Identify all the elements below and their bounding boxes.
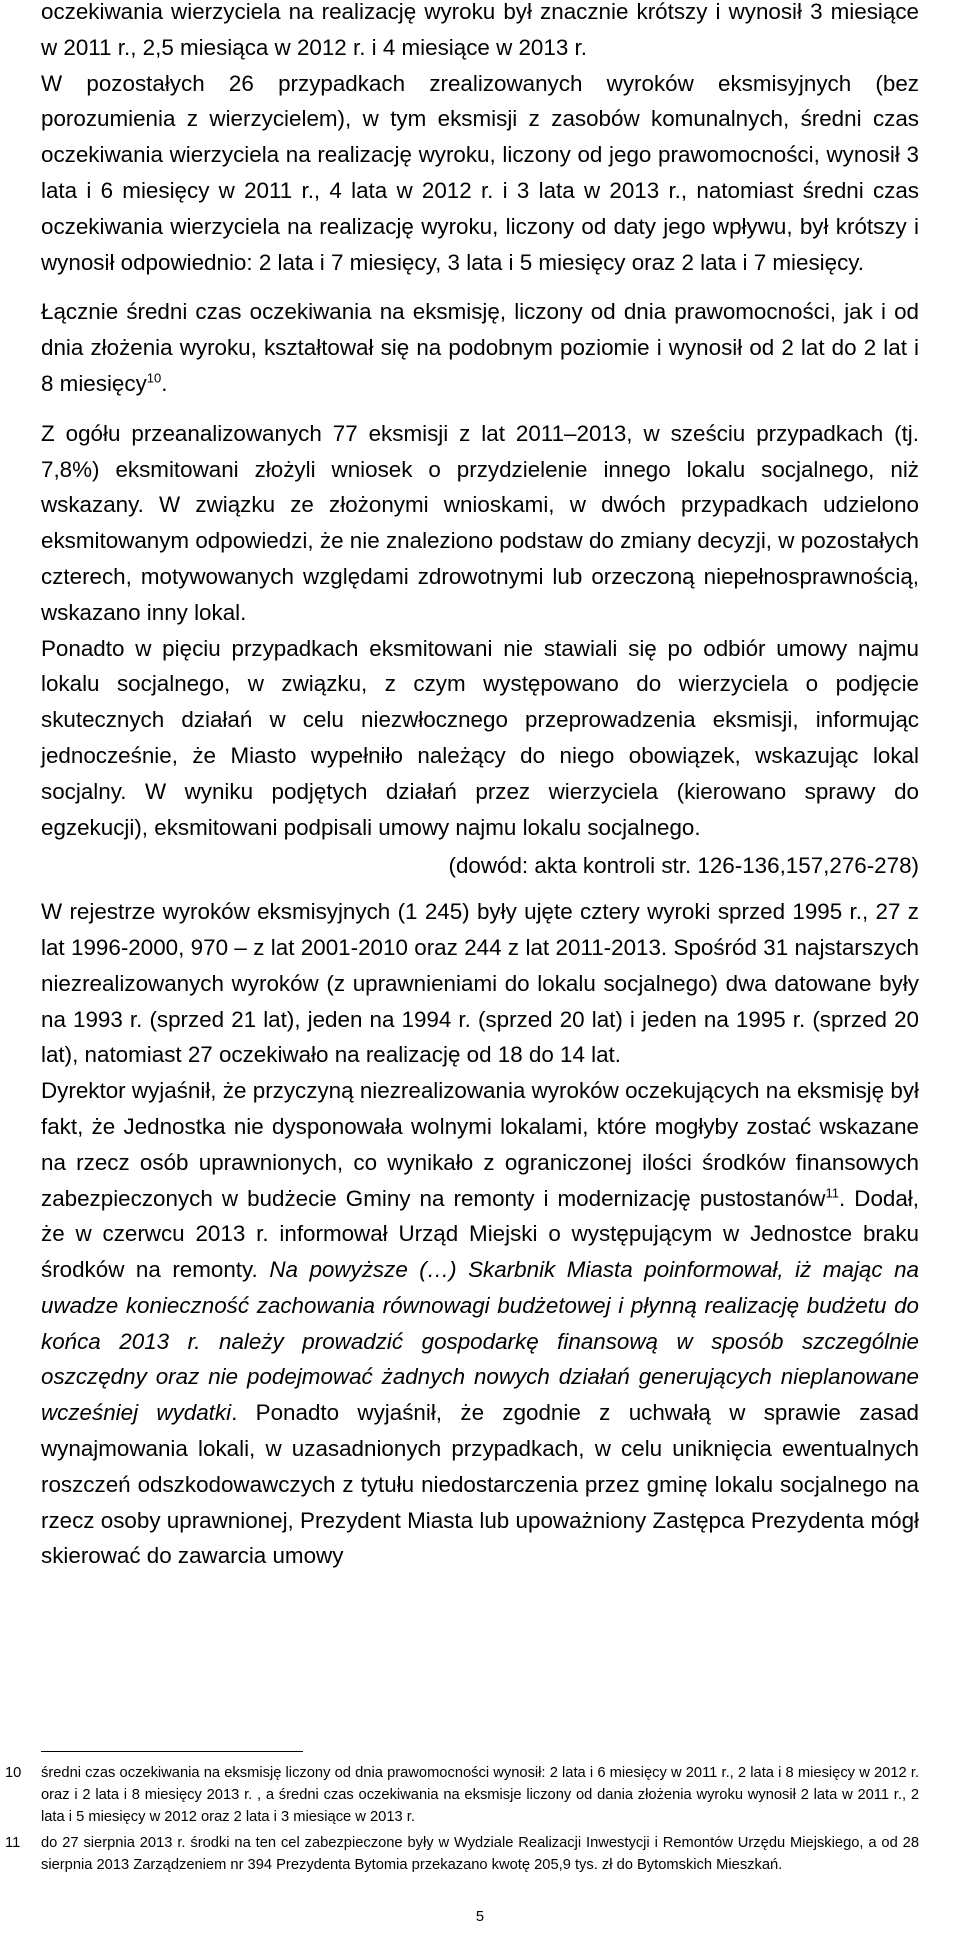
director-explanation-end: . Ponadto wyjaśnił, że zgodnie z uchwałą w sprawie zasad wynajmowania lokali, w uzasadnionych przypadkach, w celu uniknięcia ewentualnych roszczeń odszkodowawczych z tytułu niedostarczenia przez gminę lokalu socjalnego na rzecz osoby uprawnionej, Prezydent Miasta lub upoważniony Zastępca Prezydenta mógł skierować do zawarcia umowy bbox=[41, 1400, 919, 1569]
footnote-ref-10: 10 bbox=[146, 370, 162, 386]
paragraph-remaining-evictions: W pozostałych 26 przypadkach zrealizowanych wyroków eksmisyjnych (bez porozumienia z wierzycielem), w tym eksmisji z zasobów komunalnych, średni czas oczekiwania wierzyciela na realizację wyroku, liczony od jego prawomocności, wynosił 3 lata i 6 miesięcy w 2011 r., 4 lata w 2012 r. i 3 lata w 2013 r., natomiast średni czas oczekiwania wierzyciela na realizację wyroku, liczony od daty jego wpływu, był krótszy i wynosił odpowiednio: 2 lata i 7 miesięcy, 3 lata i 5 miesięcy oraz 2 lata i 7 miesięcy. bbox=[41, 70, 919, 275]
footnote-separator bbox=[41, 1751, 303, 1752]
director-explanation-middle: . Dodał, że w czerwcu 2013 r. informował Urząd Miejski o występującym w Jednostce braku środków na remonty. bbox=[41, 1185, 919, 1283]
evidence-reference: (dowód: akta kontroli str. 126-136,157,276-278) bbox=[448, 853, 919, 879]
paragraph-applications: Z ogółu przeanalizowanych 77 eksmisji z lat 2011–2013, w sześciu przypadkach (tj. 7,8%) eksmitowani złożyli wniosek o przydzielenie innego lokalu socjalnego, niż wskazany. W związku ze złożonymi wnioskami, w dwóch przypadkach udzielono eksmitowanym odpowiedzi, że nie znaleziono podstaw do zmiany decyzji, w pozostałych czterech, motywowanych względami zdrowotnymi lub orzeczoną niepełnosprawnością, wskazano inny lokal. bbox=[41, 420, 919, 625]
page-number: 5 bbox=[475, 1909, 485, 1925]
footnote-10 bbox=[0, 1762, 919, 1828]
footnote-ref-11: 11 bbox=[825, 1185, 839, 1201]
paragraph-total-waiting-time: Łącznie średni czas oczekiwania na eksmisję, liczony od dnia prawomocności, jak i od dnia złożenia wyroku, kształtował się na podobnym poziomie i wynosił od 2 lat do 2 lat i 8 miesięcy$^{10}$. bbox=[41, 299, 919, 396]
footnote-number: 11 bbox=[5, 1835, 21, 1851]
footnote-number: 10 bbox=[5, 1765, 22, 1781]
paragraph-total-waiting-time-text: Łącznie średni czas oczekiwania na eksmisję, liczony od dnia prawomocności, jak i od dnia złożenia wyroku, kształtował się na podobnym poziomie i wynosił od 2 lat do 2 lat i 8 miesięcy bbox=[41, 299, 919, 396]
footnote-text: do 27 sierpnia 2013 r. środki na ten cel zabezpieczone były w Wydziale Realizacji Inwestycji i Remontów Urzędu Miejskiego, a od 28 sierpnia 2013 Zarządzeniem nr 394 Prezydenta Bytomia przekazano kwotę 205,9 tys. zł do Bytomskich Mieszkań. bbox=[41, 1835, 919, 1873]
body-text bbox=[41, 0, 919, 1574]
paragraph-director-explanation bbox=[41, 1073, 919, 1574]
director-explanation-start: Dyrektor wyjaśnił, że przyczyną niezrealizowania wyroków oczekujących na eksmisję był fakt, że Jednostka nie dysponowała wolnymi lokalami, które mogłyby zostać wskazane na rzecz osób uprawnionych, co wynikało z ograniczonej ilości środków finansowych zabezpieczonych w budżecie Gminy na remonty i modernizację pustostanów bbox=[41, 1078, 919, 1211]
treasurer-quote: Na powyższe (…) Skarbnik Miasta poinformował, iż mając na uwadze konieczność zachowania równowagi budżetowej i płynną realizację budżetu do końca 2013 r. należy prowadzić gospodarkę finansową w sposób szczególnie oszczędny oraz nie podejmować żadnych nowych działań generujących nieplanowane wcześniej wydatki bbox=[41, 1257, 920, 1426]
paragraph-register: W rejestrze wyroków eksmisyjnych (1 245) były ujęte cztery wyroki sprzed 1995 r., 27 z lat 1996-2000, 970 – z lat 2001-2010 oraz 244 z lat 2011-2013. Spośród 31 najstarszych niezrealizowanych wyroków (z uprawnieniami do lokalu socjalnego) dwa datowane były na 1993 r. (sprzed 21 lat), jeden na 1994 r. (sprzed 20 lat) i jeden na 1995 r. (sprzed 20 lat), natomiast 27 oczekiwało na realizację od 18 do 14 lat. bbox=[41, 899, 919, 1068]
paragraph-non-appearance: Ponadto w pięciu przypadkach eksmitowani nie stawiali się po odbiór umowy najmu lokalu socjalnego, w związku, z czym występowano do wierzyciela o podjęcie skutecznych działań w celu niezwłocznego przeprowadzenia eksmisji, informując jednocześnie, że Miasto wypełniło należący do niego obowiązek, wskazując lokal socjalny. W wyniku podjętych działań przez wierzyciela (kierowano sprawy do egzekucji), eksmitowani podpisali umowy najmu lokalu socjalnego. bbox=[41, 635, 919, 840]
paragraph-continuation: oczekiwania wierzyciela na realizację wyroku był znacznie krótszy i wynosił 3 miesiące w 2011 r., 2,5 miesiąca w 2012 r. i 4 miesiące w 2013 r. bbox=[41, 0, 919, 60]
footnotes bbox=[0, 1762, 960, 1876]
footnote-11 bbox=[0, 1832, 919, 1876]
footnote-text: średni czas oczekiwania na eksmisję liczony od dnia prawomocności wynosił: 2 lata i 6 miesięcy w 2011 r., 2 lata i 8 miesięcy w 2012 r. oraz i 2 lata i 8 miesięcy 2013 r. , a średni czas oczekiwania na eksmisje liczony od dania złożenia wyroku wynosił 2 lata w 2011 r., 2 lata i 5 miesięcy w 2012 oraz 2 lata i 3 miesiące w 2013 r. bbox=[41, 1765, 919, 1825]
